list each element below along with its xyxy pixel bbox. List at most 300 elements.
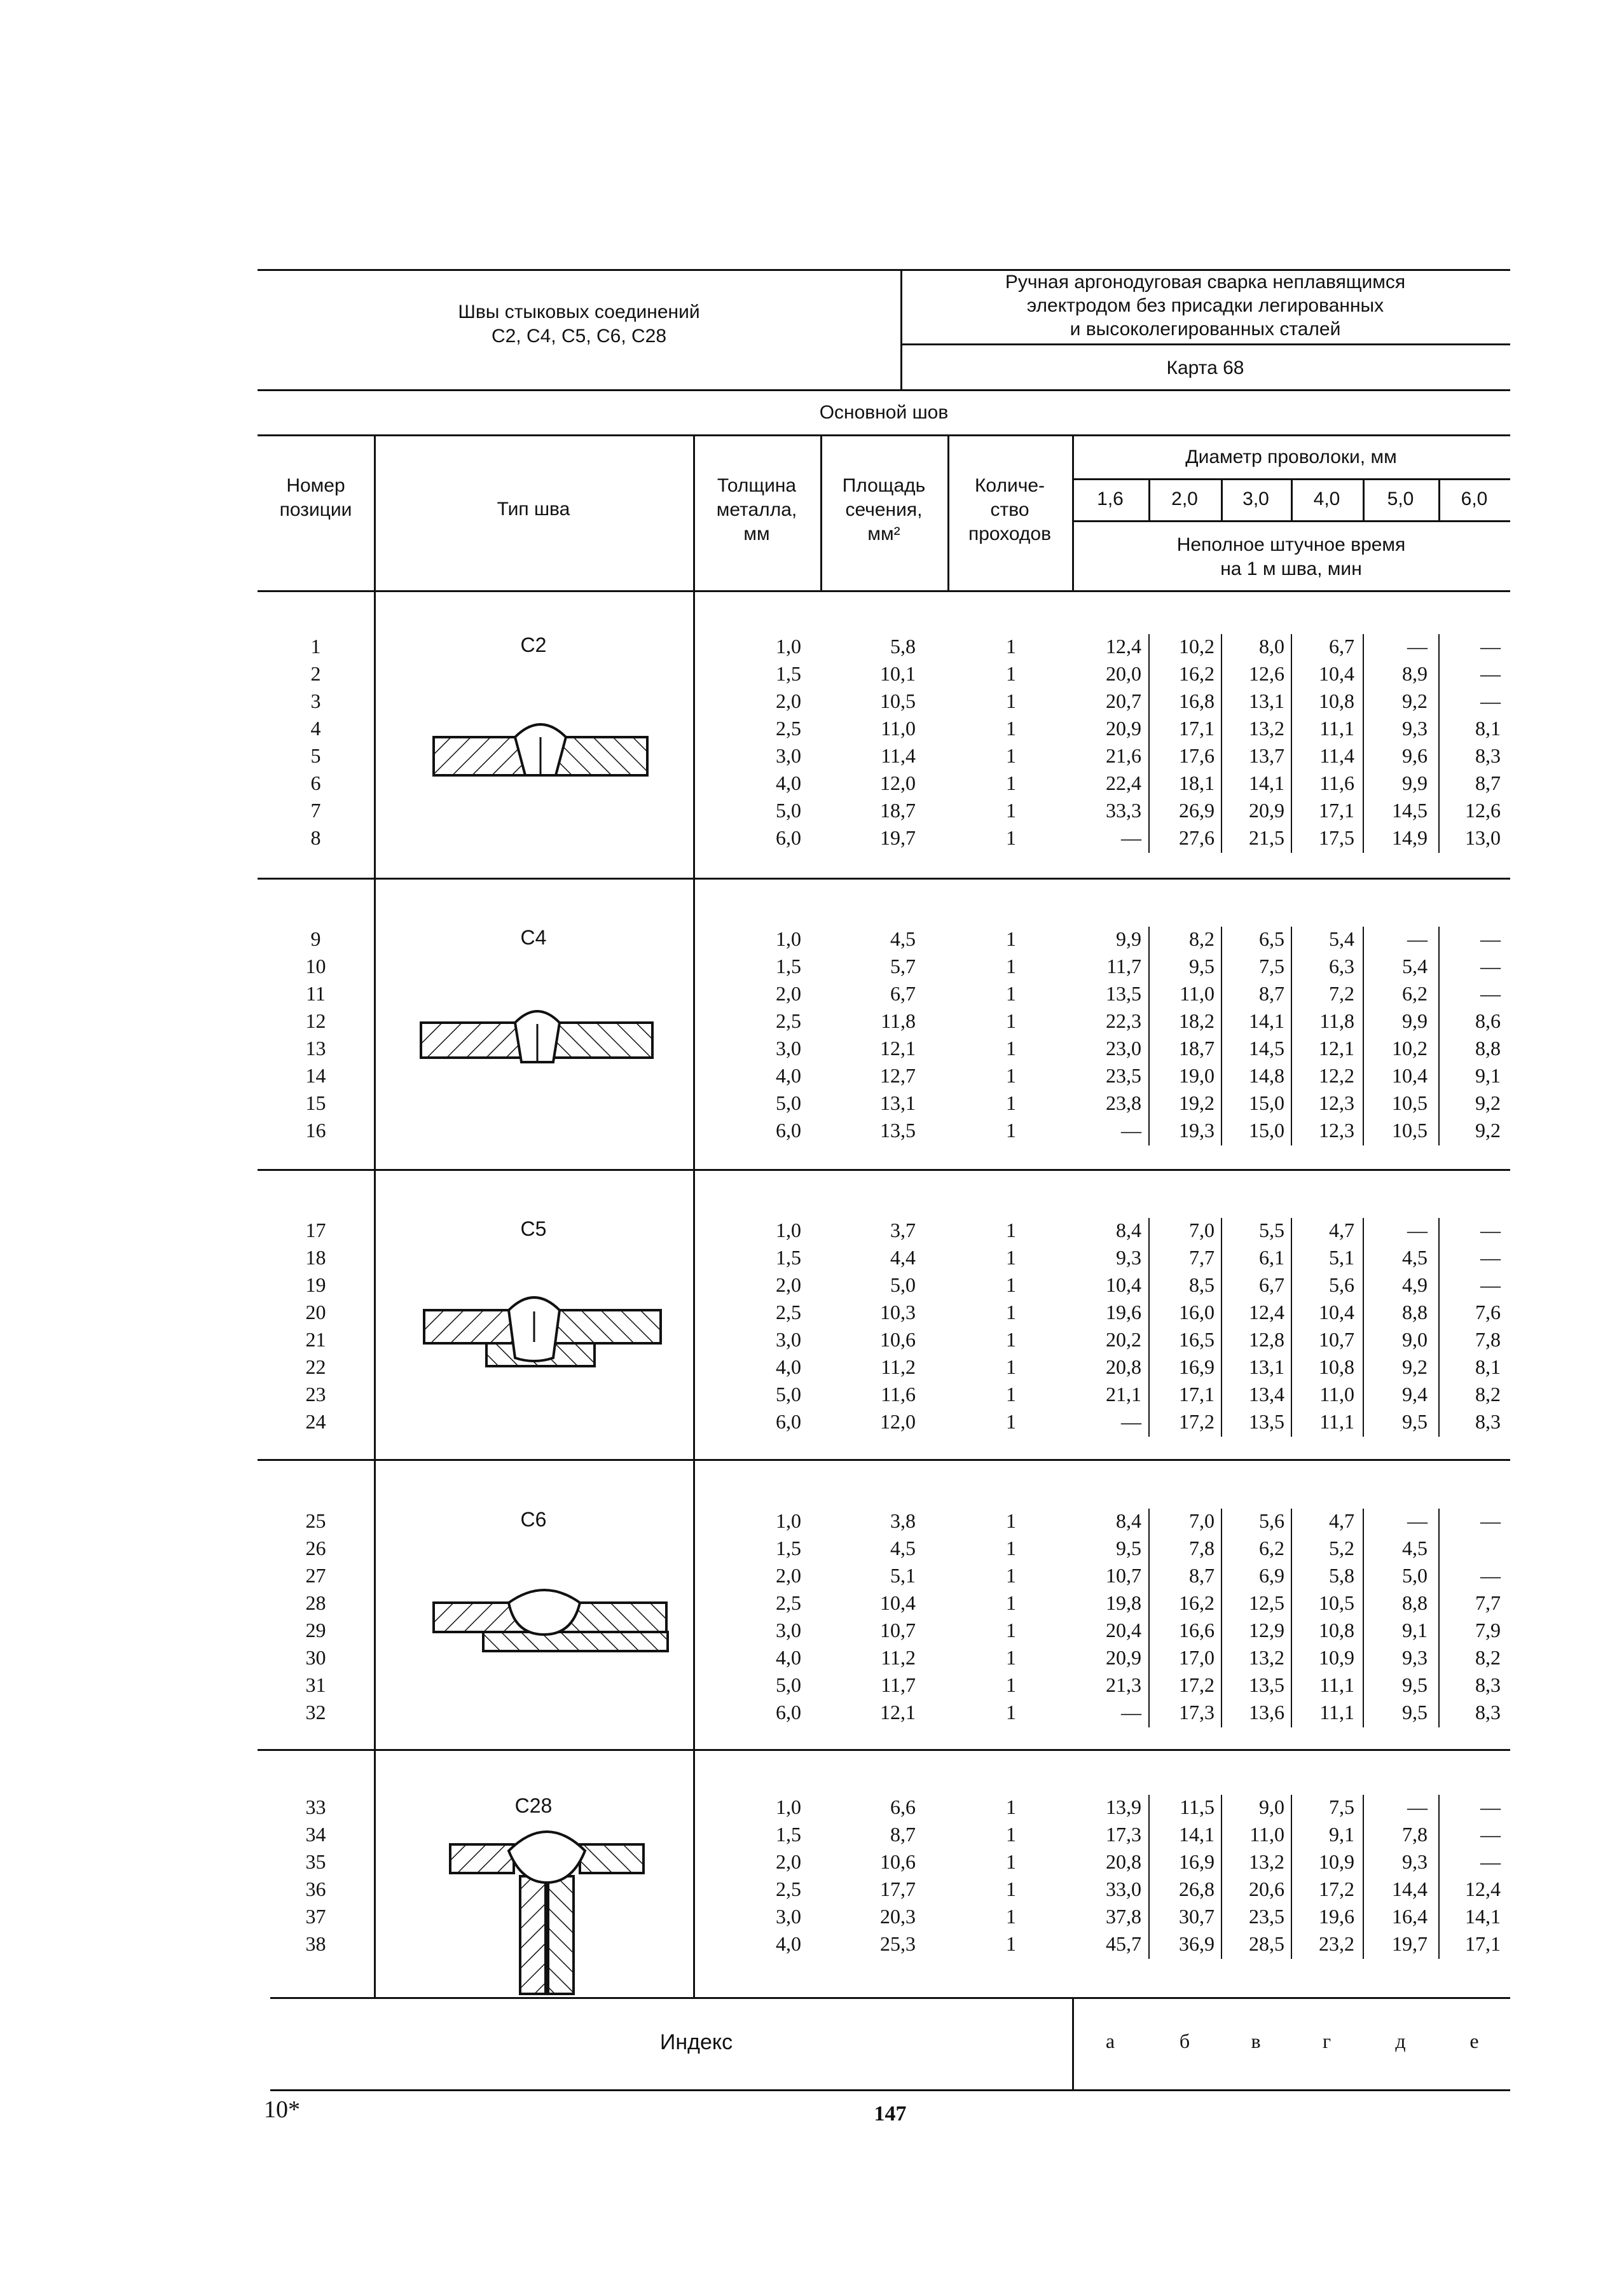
- time-d20-cell: 16,6: [1179, 1619, 1215, 1642]
- time-d30-cell: 13,5: [1249, 1410, 1284, 1433]
- time-d20-cell: 18,1: [1179, 771, 1215, 794]
- time-d20-cell: 18,7: [1179, 1037, 1215, 1060]
- time-d16-cell: 21,3: [1106, 1673, 1141, 1696]
- passes-cell: 1: [1006, 744, 1016, 767]
- time-d50-cell: 9,4: [1402, 1383, 1428, 1406]
- area-cell: 19,7: [880, 826, 916, 849]
- thickness-cell: 1,0: [776, 1509, 801, 1532]
- col-position: Номер позиции: [279, 475, 352, 520]
- time-d50-cell: 9,6: [1402, 744, 1428, 767]
- time-d20-cell: 26,8: [1179, 1877, 1215, 1900]
- time-d16-cell: 20,2: [1106, 1328, 1141, 1351]
- passes-cell: 1: [1006, 1383, 1016, 1406]
- passes-cell: 1: [1006, 1673, 1016, 1696]
- passes-cell: 1: [1006, 1905, 1016, 1928]
- area-cell: 10,5: [880, 689, 916, 712]
- time-d40-cell: 10,4: [1319, 1301, 1354, 1324]
- d30-column: [1224, 1217, 1284, 1435]
- area-cell: 18,7: [880, 799, 916, 822]
- time-d20-cell: 17,3: [1179, 1701, 1215, 1724]
- time-d40-cell: 10,8: [1319, 689, 1354, 712]
- d20-column: [1154, 1217, 1215, 1435]
- time-d40-cell: 10,5: [1319, 1591, 1354, 1614]
- time-d50-cell: 9,3: [1402, 717, 1428, 740]
- positions-column: [258, 1507, 374, 1726]
- d16-column: [1081, 925, 1141, 1144]
- time-d50-cell: 9,5: [1402, 1673, 1428, 1696]
- time-d40-cell: 11,6: [1319, 771, 1354, 794]
- time-d60-cell: 8,1: [1475, 717, 1501, 740]
- passes-cell: 1: [1006, 1591, 1016, 1614]
- time-d16-cell: 22,4: [1106, 771, 1141, 794]
- time-d60-cell: —: [1480, 1795, 1501, 1818]
- area-cell: 6,6: [890, 1795, 916, 1818]
- time-d60-cell: —: [1480, 982, 1501, 1005]
- passes-cell: 1: [1006, 1850, 1016, 1873]
- time-d16-cell: 10,4: [1106, 1273, 1141, 1296]
- index-label: Индекс: [659, 2030, 733, 2054]
- area-column: [846, 1217, 916, 1435]
- time-d20-cell: 17,2: [1179, 1673, 1215, 1696]
- d16-column: [1081, 1794, 1141, 1958]
- area-cell: 10,1: [880, 662, 916, 685]
- col-thickness: Толщина металла, мм: [716, 475, 797, 544]
- time-d30-cell: 15,0: [1249, 1119, 1284, 1142]
- index-d: д: [1395, 2030, 1406, 2052]
- time-d60-cell: 9,2: [1475, 1119, 1501, 1142]
- thickness-cell: 2,0: [776, 1850, 801, 1873]
- time-d16-cell: 23,0: [1106, 1037, 1141, 1060]
- d40-column: [1294, 1507, 1354, 1726]
- time-d40-cell: 5,6: [1329, 1273, 1354, 1296]
- time-d16-cell: 20,8: [1106, 1850, 1141, 1873]
- page-number: 147: [874, 2102, 907, 2126]
- time-d30-cell: 6,5: [1259, 927, 1284, 950]
- time-d30-cell: 13,2: [1249, 1646, 1284, 1669]
- time-d50-cell: 14,4: [1392, 1877, 1428, 1900]
- position-cell: 7: [310, 799, 321, 822]
- thickness-cell: 1,0: [776, 1219, 801, 1241]
- position-cell: 21: [305, 1328, 326, 1351]
- position-cell: 12: [305, 1009, 326, 1032]
- passes-cell: 1: [1006, 1619, 1016, 1642]
- position-cell: 2: [310, 662, 321, 685]
- time-d60-cell: —: [1480, 1850, 1501, 1873]
- time-d16-cell: 9,9: [1116, 927, 1141, 950]
- position-cell: 9: [310, 927, 321, 950]
- time-d16-cell: 20,8: [1106, 1355, 1141, 1378]
- time-d20-cell: 16,9: [1179, 1850, 1215, 1873]
- thickness-cell: 1,5: [776, 662, 801, 685]
- thickness-cell: 3,0: [776, 1328, 801, 1351]
- time-d16-cell: 22,3: [1106, 1009, 1141, 1032]
- passes-cell: 1: [1006, 1823, 1016, 1846]
- passes-cell: 1: [1006, 1273, 1016, 1296]
- time-d16-cell: 20,4: [1106, 1619, 1141, 1642]
- position-cell: 4: [310, 717, 321, 740]
- time-d60-cell: —: [1480, 927, 1501, 950]
- time-d16-cell: 19,8: [1106, 1591, 1141, 1614]
- thickness-cell: 1,0: [776, 1795, 801, 1818]
- time-d20-cell: 16,5: [1179, 1328, 1215, 1351]
- time-d60-cell: 7,7: [1475, 1591, 1501, 1614]
- time-d60-cell: 8,8: [1475, 1037, 1501, 1060]
- passes-cell: 1: [1006, 1009, 1016, 1032]
- time-d60-cell: 8,2: [1475, 1383, 1501, 1406]
- thickness-cell: 2,5: [776, 1301, 801, 1324]
- area-cell: 6,7: [890, 982, 916, 1005]
- area-cell: 11,7: [881, 1673, 916, 1696]
- time-d60-cell: 8,6: [1475, 1009, 1501, 1032]
- area-column: [846, 1507, 916, 1726]
- passes-cell: 1: [1006, 635, 1016, 658]
- time-d20-cell: 7,7: [1189, 1246, 1215, 1269]
- time-d40-cell: 12,3: [1319, 1119, 1354, 1142]
- time-d20-cell: 8,5: [1189, 1273, 1215, 1296]
- time-d40-cell: 10,8: [1319, 1355, 1354, 1378]
- time-d20-cell: 16,2: [1179, 662, 1215, 685]
- time-d20-cell: 19,3: [1179, 1119, 1215, 1142]
- weld-c2-drawing: [432, 716, 649, 798]
- time-d60-cell: —: [1480, 1246, 1501, 1269]
- time-d40-cell: 12,2: [1319, 1064, 1354, 1087]
- position-cell: 20: [305, 1301, 326, 1324]
- time-d30-cell: 12,8: [1249, 1328, 1284, 1351]
- positions-column: [258, 925, 374, 1144]
- position-cell: 8: [310, 826, 321, 849]
- time-d20-cell: 16,9: [1179, 1355, 1215, 1378]
- time-d60-cell: 7,8: [1475, 1328, 1501, 1351]
- thickness-cell: 6,0: [776, 826, 801, 849]
- thickness-cell: 3,0: [776, 1905, 801, 1928]
- position-cell: 27: [305, 1564, 326, 1587]
- time-d20-cell: 16,8: [1179, 689, 1215, 712]
- d30-column: [1224, 925, 1284, 1144]
- time-d30-cell: 13,7: [1249, 744, 1284, 767]
- diameter-6-0: 6,0: [1461, 488, 1488, 509]
- time-d20-cell: 26,9: [1179, 799, 1215, 822]
- time-d16-cell: 23,8: [1106, 1091, 1141, 1114]
- time-d30-cell: 6,2: [1259, 1537, 1284, 1559]
- thickness-cell: 5,0: [776, 1091, 801, 1114]
- time-d40-cell: 10,9: [1319, 1850, 1354, 1873]
- d50-column: [1367, 1507, 1428, 1726]
- d16-column: [1081, 1507, 1141, 1726]
- time-d50-cell: —: [1407, 1509, 1428, 1532]
- position-cell: 33: [305, 1795, 326, 1818]
- time-d50-cell: 16,4: [1392, 1905, 1428, 1928]
- position-cell: 1: [310, 635, 321, 658]
- time-d60-cell: 13,0: [1465, 826, 1501, 849]
- thickness-cell: 1,5: [776, 1823, 801, 1846]
- passes-cell: 1: [1006, 1328, 1016, 1351]
- d50-column: [1367, 925, 1428, 1144]
- time-d20-cell: 19,2: [1179, 1091, 1215, 1114]
- area-cell: 10,3: [880, 1301, 916, 1324]
- time-d40-cell: 11,1: [1319, 1673, 1354, 1696]
- time-d20-cell: 7,0: [1189, 1509, 1215, 1532]
- d50-column: [1367, 633, 1428, 852]
- time-d60-cell: —: [1480, 1823, 1501, 1846]
- time-d50-cell: 9,2: [1402, 689, 1428, 712]
- time-d50-cell: 4,5: [1402, 1246, 1428, 1269]
- weld-c6-drawing: [432, 1584, 674, 1657]
- position-cell: 24: [305, 1410, 326, 1433]
- time-d60-cell: 8,3: [1475, 744, 1501, 767]
- time-d50-cell: 9,9: [1402, 1009, 1428, 1032]
- area-cell: 12,0: [880, 1410, 916, 1433]
- area-cell: 12,0: [880, 771, 916, 794]
- thickness-cell: 5,0: [776, 799, 801, 822]
- time-d20-cell: 17,6: [1179, 744, 1215, 767]
- d16-column: [1081, 633, 1141, 852]
- area-cell: 13,5: [880, 1119, 916, 1142]
- position-cell: 35: [305, 1850, 326, 1873]
- time-d30-cell: 9,0: [1259, 1795, 1284, 1818]
- d30-column: [1224, 1507, 1284, 1726]
- passes-cell: 1: [1006, 1119, 1016, 1142]
- time-d20-cell: 18,2: [1179, 1009, 1215, 1032]
- thickness-column: [731, 633, 801, 852]
- diameter-2-0: 2,0: [1171, 488, 1198, 509]
- position-cell: 15: [305, 1091, 326, 1114]
- time-d20-cell: 16,2: [1179, 1591, 1215, 1614]
- time-d20-cell: 19,0: [1179, 1064, 1215, 1087]
- time-d60-cell: 7,6: [1475, 1301, 1501, 1324]
- time-d50-cell: 10,5: [1392, 1119, 1428, 1142]
- area-cell: 20,3: [880, 1905, 916, 1928]
- time-d16-cell: 33,0: [1106, 1877, 1141, 1900]
- thickness-cell: 3,0: [776, 1619, 801, 1642]
- time-d30-cell: 20,6: [1249, 1877, 1284, 1900]
- passes-cell: 1: [1006, 1219, 1016, 1241]
- time-d30-cell: 6,1: [1259, 1246, 1284, 1269]
- time-d50-cell: 10,5: [1392, 1091, 1428, 1114]
- time-d30-cell: 12,4: [1249, 1301, 1284, 1324]
- passes-cell: 1: [1006, 1301, 1016, 1324]
- time-d20-cell: 36,9: [1179, 1932, 1215, 1955]
- time-d16-cell: —: [1121, 1410, 1141, 1433]
- time-d16-cell: 20,7: [1106, 689, 1141, 712]
- time-d50-cell: —: [1407, 927, 1428, 950]
- passes-column: [992, 633, 1030, 852]
- passes-cell: 1: [1006, 1701, 1016, 1724]
- thickness-cell: 2,5: [776, 1877, 801, 1900]
- time-d60-cell: —: [1480, 1564, 1501, 1587]
- section-title: Основной шов: [819, 402, 949, 423]
- passes-cell: 1: [1006, 927, 1016, 950]
- thickness-column: [731, 1217, 801, 1435]
- time-d60-cell: 8,3: [1475, 1701, 1501, 1724]
- position-cell: 16: [305, 1119, 326, 1142]
- area-cell: 5,1: [890, 1564, 916, 1587]
- d40-column: [1294, 925, 1354, 1144]
- time-d30-cell: 14,1: [1249, 771, 1284, 794]
- time-d60-cell: 9,1: [1475, 1064, 1501, 1087]
- position-cell: 13: [305, 1037, 326, 1060]
- time-d60-cell: 8,3: [1475, 1410, 1501, 1433]
- time-d30-cell: 14,5: [1249, 1037, 1284, 1060]
- time-d50-cell: 9,9: [1402, 771, 1428, 794]
- thickness-cell: 6,0: [776, 1119, 801, 1142]
- time-d50-cell: 19,7: [1392, 1932, 1428, 1955]
- time-d60-cell: —: [1480, 662, 1501, 685]
- signature-mark: 10*: [264, 2096, 300, 2123]
- time-d20-cell: 7,8: [1189, 1537, 1215, 1559]
- thickness-cell: 2,0: [776, 1564, 801, 1587]
- weld-c28-drawing: [445, 1825, 649, 1997]
- d60-column: [1440, 925, 1501, 1144]
- time-d20-cell: 14,1: [1179, 1823, 1215, 1846]
- index-v: в: [1251, 2030, 1261, 2052]
- time-d60-cell: [1440, 1535, 1501, 1562]
- area-cell: 11,6: [881, 1383, 916, 1406]
- time-d40-cell: 10,4: [1319, 662, 1354, 685]
- time-d60-cell: 8,3: [1475, 1673, 1501, 1696]
- position-cell: 14: [305, 1064, 326, 1087]
- time-d30-cell: 6,9: [1259, 1564, 1284, 1587]
- time-d40-cell: 23,2: [1319, 1932, 1354, 1955]
- time-d20-cell: 8,2: [1189, 927, 1215, 950]
- position-cell: 11: [306, 982, 326, 1005]
- position-cell: 10: [305, 955, 326, 978]
- time-d60-cell: —: [1480, 1509, 1501, 1532]
- time-d50-cell: 9,5: [1402, 1701, 1428, 1724]
- time-d50-cell: 10,4: [1392, 1064, 1428, 1087]
- time-d60-cell: 8,7: [1475, 771, 1501, 794]
- time-d30-cell: 14,8: [1249, 1064, 1284, 1087]
- time-d16-cell: 11,7: [1106, 955, 1141, 978]
- positions-column: [258, 633, 374, 852]
- passes-cell: 1: [1006, 1064, 1016, 1087]
- time-d40-cell: 19,6: [1319, 1905, 1354, 1928]
- time-d40-cell: 10,9: [1319, 1646, 1354, 1669]
- passes-cell: 1: [1006, 982, 1016, 1005]
- time-d30-cell: 11,0: [1249, 1823, 1284, 1846]
- time-d20-cell: 17,0: [1179, 1646, 1215, 1669]
- index-a: а: [1105, 2030, 1115, 2052]
- header-right-line3: и высоколегированных сталей: [1070, 319, 1341, 340]
- time-d16-cell: 37,8: [1106, 1905, 1141, 1928]
- time-d30-cell: 28,5: [1249, 1932, 1284, 1955]
- passes-cell: 1: [1006, 1564, 1016, 1587]
- diameter-5-0: 5,0: [1387, 488, 1414, 509]
- time-d40-cell: 7,5: [1329, 1795, 1354, 1818]
- time-d40-cell: 11,4: [1319, 744, 1354, 767]
- weld-type-label: С4: [520, 926, 547, 949]
- area-cell: 11,2: [881, 1355, 916, 1378]
- d30-column: [1224, 1794, 1284, 1958]
- time-d30-cell: 12,5: [1249, 1591, 1284, 1614]
- time-d50-cell: 9,1: [1402, 1619, 1428, 1642]
- area-cell: 10,4: [880, 1591, 916, 1614]
- position-cell: 23: [305, 1383, 326, 1406]
- time-d30-cell: 5,5: [1259, 1219, 1284, 1241]
- area-cell: 12,1: [880, 1037, 916, 1060]
- time-d30-cell: 13,1: [1249, 689, 1284, 712]
- time-d40-cell: 17,2: [1319, 1877, 1354, 1900]
- position-cell: 19: [305, 1273, 326, 1296]
- time-d40-cell: 11,1: [1319, 717, 1354, 740]
- passes-cell: 1: [1006, 799, 1016, 822]
- col-area: Площадь сечения, мм²: [842, 475, 926, 544]
- time-d16-cell: 10,7: [1106, 1564, 1141, 1587]
- time-d50-cell: —: [1407, 1219, 1428, 1241]
- thickness-cell: 2,5: [776, 1009, 801, 1032]
- time-d40-cell: 17,1: [1319, 799, 1354, 822]
- thickness-column: [731, 1507, 801, 1726]
- time-d30-cell: 13,5: [1249, 1673, 1284, 1696]
- positions-column: [258, 1794, 374, 1958]
- thickness-cell: 2,5: [776, 1591, 801, 1614]
- d50-column: [1367, 1794, 1428, 1958]
- time-d60-cell: 12,4: [1465, 1877, 1501, 1900]
- time-d60-cell: —: [1480, 635, 1501, 658]
- passes-column: [992, 1507, 1030, 1726]
- thickness-cell: 1,0: [776, 635, 801, 658]
- time-d40-cell: 11,1: [1319, 1701, 1354, 1724]
- col-passes: Количе- ство проходов: [968, 475, 1052, 544]
- area-cell: 10,7: [880, 1619, 916, 1642]
- time-d40-cell: 5,8: [1329, 1564, 1354, 1587]
- thickness-cell: 4,0: [776, 1646, 801, 1669]
- time-d20-cell: 17,2: [1179, 1410, 1215, 1433]
- weld-type-label: С5: [520, 1217, 547, 1240]
- d40-column: [1294, 1794, 1354, 1958]
- header-right: [900, 270, 1510, 341]
- area-cell: 13,1: [880, 1091, 916, 1114]
- time-d50-cell: 9,3: [1402, 1850, 1428, 1873]
- time-d30-cell: 8,7: [1259, 982, 1284, 1005]
- area-cell: 12,1: [880, 1701, 916, 1724]
- passes-cell: 1: [1006, 1091, 1016, 1114]
- weld-c5-drawing: [423, 1291, 664, 1374]
- time-d60-cell: —: [1480, 1219, 1501, 1241]
- d60-column: [1440, 1794, 1501, 1958]
- time-d16-cell: 13,5: [1106, 982, 1141, 1005]
- time-d30-cell: 21,5: [1249, 826, 1284, 849]
- time-d40-cell: 12,3: [1319, 1091, 1354, 1114]
- time-d16-cell: 19,6: [1106, 1301, 1141, 1324]
- time-d40-cell: 9,1: [1329, 1823, 1354, 1846]
- time-d30-cell: 13,4: [1249, 1383, 1284, 1406]
- position-cell: 36: [305, 1877, 326, 1900]
- position-cell: 3: [310, 689, 321, 712]
- time-d30-cell: 13,2: [1249, 1850, 1284, 1873]
- time-d50-cell: 6,2: [1402, 982, 1428, 1005]
- time-d60-cell: 8,2: [1475, 1646, 1501, 1669]
- thickness-cell: 3,0: [776, 1037, 801, 1060]
- time-d50-cell: 14,5: [1392, 799, 1428, 822]
- time-d16-cell: 20,0: [1106, 662, 1141, 685]
- area-cell: 4,5: [890, 927, 916, 950]
- time-d30-cell: 14,1: [1249, 1009, 1284, 1032]
- time-d30-cell: 20,9: [1249, 799, 1284, 822]
- time-d20-cell: 8,7: [1189, 1564, 1215, 1587]
- time-d50-cell: 4,9: [1402, 1273, 1428, 1296]
- time-d40-cell: 11,0: [1319, 1383, 1354, 1406]
- index-g: г: [1322, 2030, 1332, 2052]
- time-d20-cell: 27,6: [1179, 826, 1215, 849]
- header-left-line1: Швы стыковых соединений: [458, 301, 700, 322]
- card-number: Карта 68: [1166, 357, 1244, 378]
- d20-column: [1154, 1794, 1215, 1958]
- passes-cell: 1: [1006, 1537, 1016, 1559]
- time-d40-cell: 10,7: [1319, 1328, 1354, 1351]
- col-diameter-title: Диаметр проволоки, мм: [1185, 446, 1397, 467]
- time-d16-cell: 21,1: [1106, 1383, 1141, 1406]
- passes-cell: 1: [1006, 717, 1016, 740]
